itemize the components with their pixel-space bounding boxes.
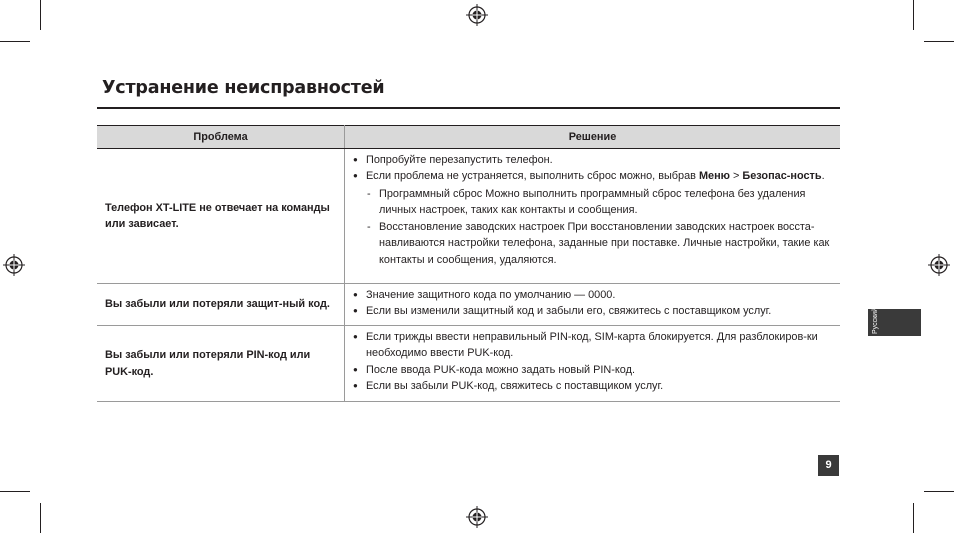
registration-mark-icon (3, 254, 25, 276)
crop-mark (40, 503, 41, 533)
text-fragment: > (729, 170, 743, 183)
problem-cell: Телефон XT-LITE не отвечает на команды или зависает. (97, 149, 345, 284)
crop-mark (913, 503, 914, 533)
table-header-row (97, 126, 840, 149)
table-row (97, 284, 840, 326)
solution-bullet: ● Если трижды ввести неправильный PIN-код, SIM-карта блокируется. Для разблокиров-ки необходимо ввести PUK-код. (353, 329, 830, 362)
registration-mark-icon (466, 4, 488, 26)
solution-cell (345, 326, 841, 402)
crop-mark (0, 491, 30, 492)
solution-cell (345, 149, 841, 284)
solution-bullet: ● Попробуйте перезапустить телефон. (353, 152, 830, 168)
solution-subitem: - Программный сброс Можно выполнить программный сброс телефона без удаления личных настроек, таких как контакты и сообщения. (353, 186, 830, 219)
registration-mark-icon (928, 254, 950, 276)
problem-cell: Вы забыли или потеряли защит-ный код. (97, 284, 345, 326)
solution-cell (345, 284, 841, 326)
page-title: Устранение неисправностей (102, 78, 385, 98)
solution-bullet: ● Если вы забыли PUK-код, свяжитесь с поставщиком услуг. (353, 378, 830, 394)
menu-path-security: Безопас-ность (742, 170, 822, 183)
solution-subitem: - Восстановление заводских настроек При восстановлении заводских настроек восста-навливаются настройки телефона, заданные при поставке. Личные настройки, такие как контакты и сообщения, удаляются. (353, 219, 830, 268)
crop-mark (924, 491, 954, 492)
solution-bullet: ● Значение защитного кода по умолчанию — 0000. (353, 287, 830, 303)
table-row (97, 326, 840, 402)
page-number: 9 (818, 455, 839, 476)
language-side-tab (868, 309, 921, 336)
header-solution: Решение (345, 126, 841, 149)
solution-bullet (353, 168, 830, 184)
crop-mark (924, 41, 954, 42)
crop-mark (40, 0, 41, 30)
table-row (97, 149, 840, 284)
text-fragment: . (821, 170, 825, 183)
problem-cell: Вы забыли или потеряли PIN-код или PUK-код. (97, 326, 345, 402)
crop-mark (0, 41, 30, 42)
crop-mark (913, 0, 914, 30)
solution-bullet: ● Если вы изменили защитный код и забыли его, свяжитесь с поставщиком услуг. (353, 303, 830, 319)
troubleshooting-table (97, 125, 840, 402)
menu-path-menu: Меню (698, 170, 730, 183)
title-rule (97, 107, 840, 109)
header-problem: Проблема (97, 126, 345, 149)
solution-bullet: ● После ввода PUK-кода можно задать новый PIN-код. (353, 362, 830, 378)
language-label: Русский (872, 308, 879, 334)
text-fragment: Если проблема не устраняется, выполнить сброс можно, выбрав (366, 170, 699, 183)
registration-mark-icon (466, 506, 488, 528)
